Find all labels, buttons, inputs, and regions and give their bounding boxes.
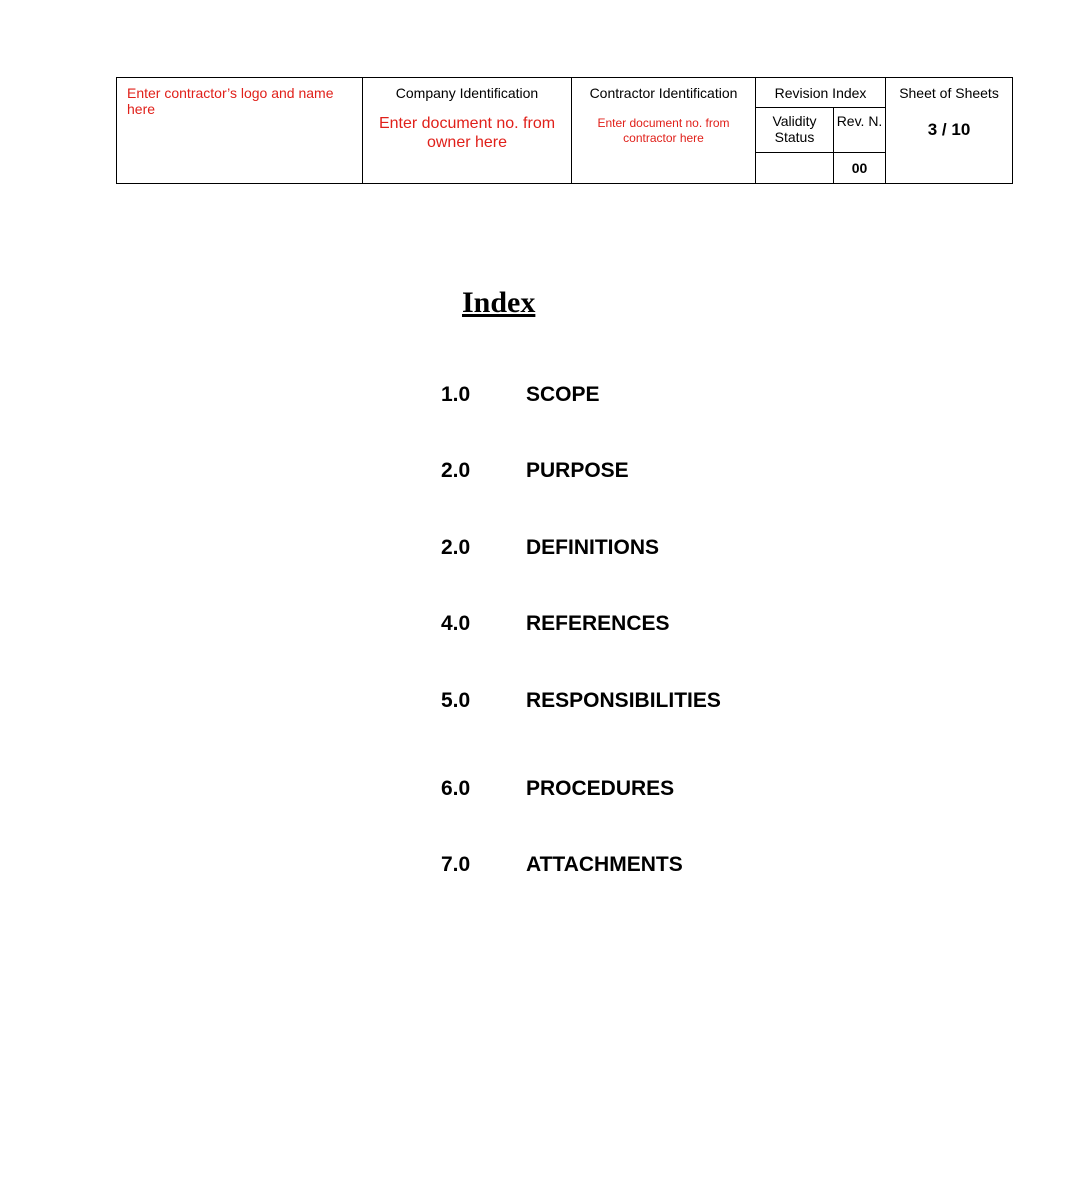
toc-label: PROCEDURES [526,777,675,800]
toc-item-attachments [441,853,683,877]
contractor-logo-placeholder [117,78,363,184]
toc-number: 7.0 [441,853,471,876]
toc-item-responsibilities [441,689,721,713]
toc-label: RESPONSIBILITIES [526,689,721,712]
rev-number-value: 00 [834,153,886,184]
index-title: Index [462,286,536,319]
contractor-identification-cell [572,78,756,184]
logo-placeholder-text: Enter contractor’s logo and name here [127,85,334,117]
sheet-of-sheets-label: Sheet of Sheets [899,85,999,101]
toc-label: REFERENCES [526,612,670,635]
validity-status-value [756,153,834,184]
validity-status-label: Validity Status [756,108,834,153]
company-document-number: Enter document no. from owner here [378,115,556,151]
rev-number-label: Rev. N. [834,108,886,153]
toc-item-definitions [441,536,659,560]
toc-number: 1.0 [441,383,471,406]
toc-item-purpose [441,459,629,483]
toc-item-procedures [441,777,674,801]
toc-item-references [441,612,670,636]
toc-number: 5.0 [441,689,471,712]
sheet-number: 3 / 10 [927,120,971,139]
toc-number: 2.0 [441,459,471,482]
sheet-cell [886,78,1013,184]
toc-number: 6.0 [441,777,471,800]
toc-number: 4.0 [441,612,471,635]
toc-label: SCOPE [526,383,600,406]
toc-label: DEFINITIONS [526,536,660,559]
toc-number: 2.0 [441,536,471,559]
company-identification-cell [363,78,572,184]
toc-label: PURPOSE [526,459,629,482]
toc-item-scope [441,383,600,407]
revision-index-label: Revision Index [756,78,886,108]
toc-label: ATTACHMENTS [526,853,683,876]
contractor-identification-label: Contractor Identification [589,85,738,101]
document-header-table [116,77,1013,184]
company-identification-label: Company Identification [395,85,539,101]
contractor-document-number: Enter document no. from contractor here [597,116,730,145]
